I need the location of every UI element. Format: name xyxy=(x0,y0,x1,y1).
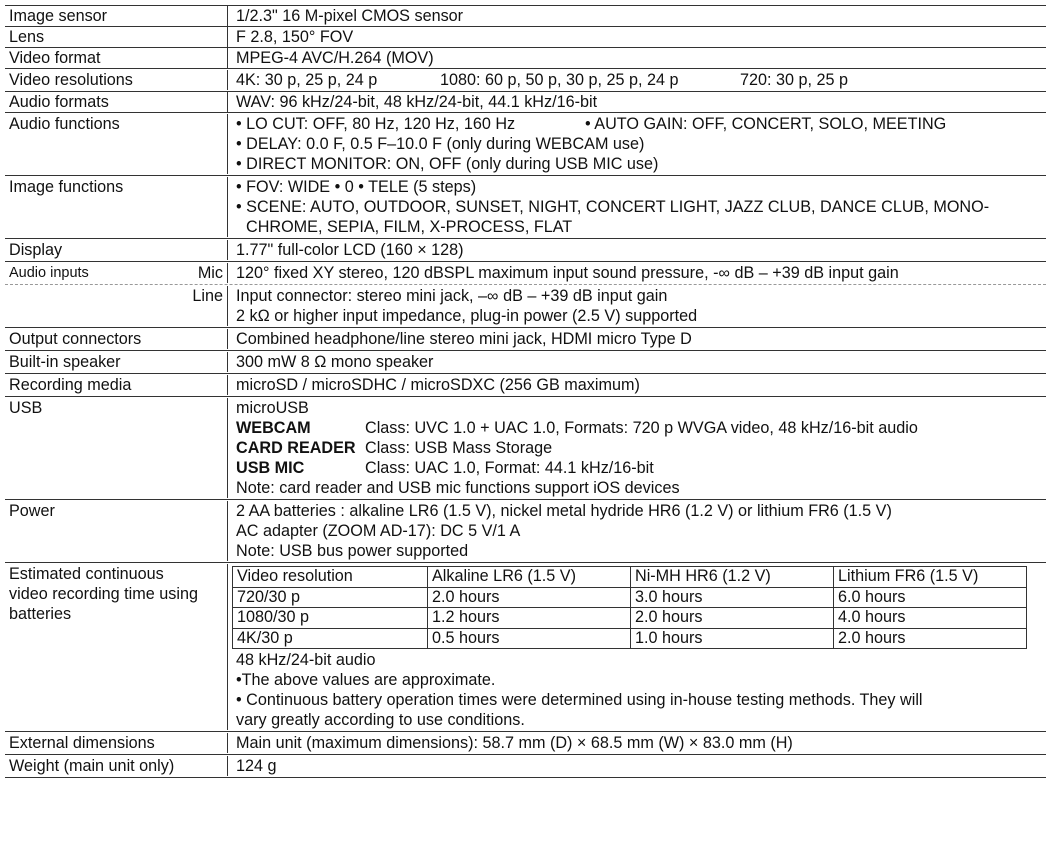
row-value: 1.77" full-color LCD (160 × 128) xyxy=(236,241,464,259)
battery-note: • Continuous battery operation times were determined using in-house testing methods. They will xyxy=(236,691,923,709)
row-label: Audio functions xyxy=(5,114,228,174)
row-audio-inputs-line xyxy=(5,284,1046,327)
row-value xyxy=(228,70,1046,90)
row-label xyxy=(5,286,228,326)
battery-note: vary greatly according to use conditions. xyxy=(236,711,525,729)
usb-mode-label: CARD READER xyxy=(236,439,356,457)
row-label: Video resolutions xyxy=(5,70,228,90)
table-cell: 1.2 hours xyxy=(428,608,631,629)
row-value: Main unit (maximum dimensions): 58.7 mm (D) × 68.5 mm (W) × 83.0 mm (H) xyxy=(236,734,793,752)
image-func-fov: • FOV: WIDE • 0 • TELE (5 steps) xyxy=(236,178,477,196)
row-video-format xyxy=(5,47,1046,68)
usb-mode-value: Class: USB Mass Storage xyxy=(365,439,553,457)
row-value: MPEG-4 AVC/H.264 (MOV) xyxy=(236,49,434,67)
row-battery-time xyxy=(5,562,1046,731)
line-input-impedance: 2 kΩ or higher input impedance, plug-in power (2.5 V) supported xyxy=(236,307,698,325)
table-header-cell: Video resolution xyxy=(233,567,428,588)
row-value xyxy=(228,501,1046,561)
row-label xyxy=(5,564,228,730)
table-cell: 1.0 hours xyxy=(631,628,834,649)
row-weight xyxy=(5,754,1046,778)
res-4k: 4K: 30 p, 25 p, 24 p xyxy=(236,71,378,89)
row-value: 1/2.3" 16 M-pixel CMOS sensor xyxy=(236,7,464,25)
row-label: Built-in speaker xyxy=(5,352,228,372)
usb-mode-value: Class: UVC 1.0 + UAC 1.0, Formats: 720 p WVGA video, 48 kHz/16-bit audio xyxy=(365,419,918,437)
row-value: 300 mW 8 Ω mono speaker xyxy=(236,353,434,371)
battery-label-line: batteries xyxy=(9,605,72,623)
row-label xyxy=(5,263,228,283)
audio-func-autogain: • AUTO GAIN: OFF, CONCERT, SOLO, MEETING xyxy=(585,115,947,133)
row-label: USB xyxy=(5,398,228,498)
table-cell: 2.0 hours xyxy=(428,587,631,608)
row-value: F 2.8, 150° FOV xyxy=(236,28,354,46)
row-value: WAV: 96 kHz/24-bit, 48 kHz/24-bit, 44.1 kHz/16-bit xyxy=(236,93,598,111)
table-cell: 4K/30 p xyxy=(233,628,428,649)
usb-mic xyxy=(236,458,1046,478)
row-audio-formats xyxy=(5,91,1046,112)
power-adapter: AC adapter (ZOOM AD-17): DC 5 V/1 A xyxy=(236,522,521,540)
row-lens xyxy=(5,26,1046,47)
row-image-functions xyxy=(5,175,1046,238)
table-cell: 1080/30 p xyxy=(233,608,428,629)
row-label: Video format xyxy=(5,48,228,68)
power-note: Note: USB bus power supported xyxy=(236,542,469,560)
audio-func-delay: • DELAY: 0.0 F, 0.5 F–10.0 F (only during WEBCAM use) xyxy=(236,135,645,153)
row-label: Image functions xyxy=(5,177,228,237)
res-720: 720: 30 p, 25 p xyxy=(740,71,849,89)
row-image-sensor xyxy=(5,5,1046,26)
row-dimensions xyxy=(5,731,1046,754)
usb-webcam xyxy=(236,418,1046,438)
res-1080: 1080: 60 p, 50 p, 30 p, 25 p, 24 p xyxy=(440,71,679,89)
row-label: Weight (main unit only) xyxy=(5,756,228,776)
battery-label-line: Estimated continuous xyxy=(9,565,164,583)
audio-inputs-label: Audio inputs xyxy=(9,265,89,281)
row-label: Power xyxy=(5,501,228,561)
row-value: microSD / microSDHC / microSDXC (256 GB maximum) xyxy=(236,376,640,394)
row-value xyxy=(228,398,1046,498)
usb-card-reader xyxy=(236,438,1046,458)
table-cell: 0.5 hours xyxy=(428,628,631,649)
row-display xyxy=(5,238,1046,261)
mic-label: Mic xyxy=(197,264,223,282)
row-label: Recording media xyxy=(5,375,228,395)
image-func-scene: • SCENE: AUTO, OUTDOOR, SUNSET, NIGHT, CONCERT LIGHT, JAZZ CLUB, DANCE CLUB, MONO- xyxy=(236,198,990,216)
table-row xyxy=(233,587,1027,608)
row-recording-media xyxy=(5,373,1046,396)
usb-mode-label: USB MIC xyxy=(236,459,305,477)
row-label: External dimensions xyxy=(5,733,228,753)
row-label: Audio formats xyxy=(5,92,228,112)
row-audio-inputs-mic xyxy=(5,261,1046,284)
battery-note: 48 kHz/24-bit audio xyxy=(236,651,376,669)
row-value: 124 g xyxy=(236,757,277,775)
row-usb xyxy=(5,396,1046,499)
usb-mode-value: Class: UAC 1.0, Format: 44.1 kHz/16-bit xyxy=(365,459,654,477)
row-label: Image sensor xyxy=(5,6,228,26)
row-value xyxy=(228,564,1046,730)
table-cell: 2.0 hours xyxy=(834,628,1027,649)
spec-table xyxy=(5,5,1046,778)
row-speaker xyxy=(5,350,1046,373)
table-header-cell: Alkaline LR6 (1.5 V) xyxy=(428,567,631,588)
table-header-cell: Ni-MH HR6 (1.2 V) xyxy=(631,567,834,588)
power-batteries: 2 AA batteries : alkaline LR6 (1.5 V), nickel metal hydride HR6 (1.2 V) or lithium FR6 (1.5 V) xyxy=(236,502,892,520)
table-cell: 720/30 p xyxy=(233,587,428,608)
table-cell: 4.0 hours xyxy=(834,608,1027,629)
audio-func-locut: • LO CUT: OFF, 80 Hz, 120 Hz, 160 Hz xyxy=(236,115,516,133)
audio-func-monitor: • DIRECT MONITOR: ON, OFF (only during USB MIC use) xyxy=(236,155,659,173)
table-cell: 2.0 hours xyxy=(631,608,834,629)
table-header-cell: Lithium FR6 (1.5 V) xyxy=(834,567,1027,588)
table-cell: 3.0 hours xyxy=(631,587,834,608)
battery-note: •The above values are approximate. xyxy=(236,671,496,689)
row-value xyxy=(228,286,1046,326)
row-value: 120° fixed XY stereo, 120 dBSPL maximum input sound pressure, -∞ dB – +39 dB input gain xyxy=(236,264,899,282)
usb-note: Note: card reader and USB mic functions support iOS devices xyxy=(236,479,680,497)
line-input-connector: Input connector: stereo mini jack, –∞ dB – +39 dB input gain xyxy=(236,287,668,305)
usb-connector: microUSB xyxy=(236,399,309,417)
image-func-scene-cont: CHROME, SEPIA, FILM, X-PROCESS, FLAT xyxy=(246,218,573,236)
row-value xyxy=(228,177,1046,237)
row-label: Output connectors xyxy=(5,329,228,349)
row-power xyxy=(5,499,1046,562)
row-output-connectors xyxy=(5,327,1046,350)
battery-table xyxy=(232,566,1027,649)
table-cell: 6.0 hours xyxy=(834,587,1027,608)
battery-table-header xyxy=(233,567,1027,588)
battery-label-line: video recording time using xyxy=(9,585,198,603)
row-video-resolutions xyxy=(5,68,1046,91)
line-label: Line xyxy=(192,287,223,305)
row-value: Combined headphone/line stereo mini jack, HDMI micro Type D xyxy=(236,330,692,348)
row-label: Display xyxy=(5,240,228,260)
table-row xyxy=(233,608,1027,629)
row-audio-functions xyxy=(5,112,1046,175)
row-label: Lens xyxy=(5,27,228,47)
usb-mode-label: WEBCAM xyxy=(236,419,311,437)
table-row xyxy=(233,628,1027,649)
row-value xyxy=(228,114,1046,174)
